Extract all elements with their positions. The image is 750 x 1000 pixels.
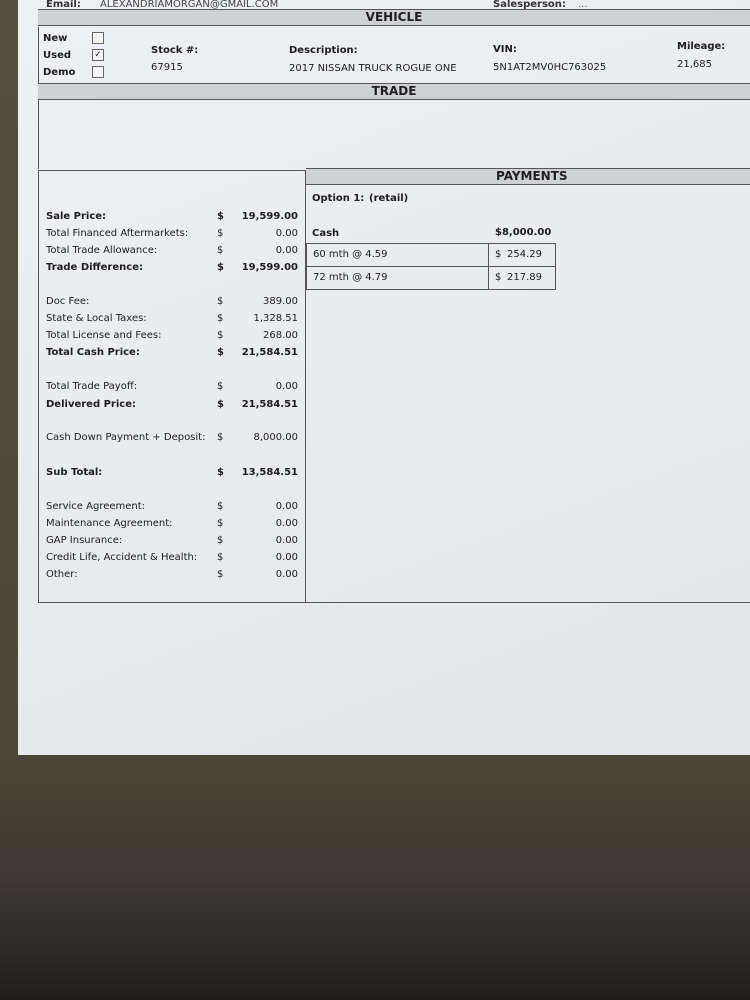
price-value: 389.00 xyxy=(263,296,298,307)
price-row xyxy=(46,501,298,515)
check-icon: ✓ xyxy=(94,50,102,60)
payment-term: 72 mth @ 4.79 xyxy=(306,266,489,290)
dollar-sign: $ xyxy=(217,552,224,563)
option-label: Option 1: xyxy=(312,193,365,204)
price-row xyxy=(46,381,298,395)
stock-label: Stock #: xyxy=(151,45,199,56)
price-value: 13,584.51 xyxy=(241,467,298,478)
dollar-sign: $ xyxy=(217,399,224,410)
column-divider xyxy=(305,170,306,602)
dollar-sign: $ xyxy=(217,262,224,273)
price-label: Credit Life, Accident & Health: xyxy=(46,552,198,563)
price-label: Service Agreement: xyxy=(46,501,146,512)
dollar-sign: $ xyxy=(217,330,224,341)
price-value: 8,000.00 xyxy=(253,432,298,443)
price-label: Other: xyxy=(46,569,78,580)
price-value: 0.00 xyxy=(275,569,298,580)
mileage-value: 21,685 xyxy=(677,59,712,70)
price-value: 0.00 xyxy=(275,501,298,512)
cash-value: $8,000.00 xyxy=(495,227,552,238)
price-row xyxy=(46,313,298,327)
price-value: 19,599.00 xyxy=(241,262,298,273)
description-label: Description: xyxy=(289,45,358,56)
payments-header: PAYMENTS xyxy=(306,168,750,185)
dollar-sign: $ xyxy=(495,249,502,260)
price-row xyxy=(46,535,298,549)
condition-demo-label: Demo xyxy=(43,67,76,78)
condition-demo-checkbox[interactable] xyxy=(92,66,104,78)
price-label: Total Financed Aftermarkets: xyxy=(46,228,189,239)
dollar-sign: $ xyxy=(217,347,224,358)
dollar-sign: $ xyxy=(217,501,224,512)
price-label: Total Trade Allowance: xyxy=(46,245,158,256)
price-label: State & Local Taxes: xyxy=(46,313,147,324)
condition-used-checkbox[interactable] xyxy=(92,49,104,61)
trade-header: TRADE xyxy=(38,83,750,100)
price-value: 1,328.51 xyxy=(253,313,298,324)
price-row xyxy=(46,569,298,583)
price-row xyxy=(46,518,298,532)
vin-label: VIN: xyxy=(493,44,517,55)
condition-used-label: Used xyxy=(43,50,72,61)
price-value: 21,584.51 xyxy=(241,399,298,410)
price-value: 19,599.00 xyxy=(241,211,298,222)
price-value: 0.00 xyxy=(275,535,298,546)
price-row xyxy=(46,262,298,276)
dollar-sign: $ xyxy=(217,467,224,478)
price-label: Trade Difference: xyxy=(46,262,143,273)
price-row xyxy=(46,245,298,259)
condition-new-checkbox[interactable] xyxy=(92,32,104,44)
price-row xyxy=(46,296,298,310)
dollar-sign: $ xyxy=(217,228,224,239)
dollar-sign: $ xyxy=(217,569,224,580)
price-label: Doc Fee: xyxy=(46,296,90,307)
dollar-sign: $ xyxy=(217,432,224,443)
price-label: Total Cash Price: xyxy=(46,347,140,358)
price-label: Sub Total: xyxy=(46,467,103,478)
price-label: Cash Down Payment + Deposit: xyxy=(46,432,206,443)
vehicle-header: VEHICLE xyxy=(38,9,750,26)
payment-amount: 217.89 xyxy=(507,272,542,283)
price-value: 21,584.51 xyxy=(241,347,298,358)
price-value: 0.00 xyxy=(275,518,298,529)
price-value: 0.00 xyxy=(275,228,298,239)
dollar-sign: $ xyxy=(217,296,224,307)
stock-value: 67915 xyxy=(151,62,183,73)
dollar-sign: $ xyxy=(217,211,224,222)
price-row xyxy=(46,228,298,242)
price-value: 0.00 xyxy=(275,245,298,256)
description-value: 2017 NISSAN TRUCK ROGUE ONE xyxy=(289,63,457,74)
salesperson-label: Salesperson: xyxy=(493,0,566,10)
salesperson-value: ... xyxy=(578,0,588,10)
email-value: ALEXANDRIAMORGAN@GMAIL.COM xyxy=(100,0,279,10)
price-value: 0.00 xyxy=(275,381,298,392)
dollar-sign: $ xyxy=(217,313,224,324)
price-value: 0.00 xyxy=(275,552,298,563)
price-label: Total Trade Payoff: xyxy=(46,381,138,392)
dollar-sign: $ xyxy=(217,518,224,529)
payment-amount: 254.29 xyxy=(507,249,542,260)
condition-new-label: New xyxy=(43,33,68,44)
price-row xyxy=(46,330,298,344)
payment-amount-cell xyxy=(488,266,556,290)
price-label: Total License and Fees: xyxy=(46,330,162,341)
payment-term: 60 mth @ 4.59 xyxy=(306,243,489,267)
price-label: GAP Insurance: xyxy=(46,535,123,546)
price-label: Sale Price: xyxy=(46,211,107,222)
price-row xyxy=(46,467,298,481)
price-row xyxy=(46,347,298,361)
dollar-sign: $ xyxy=(217,245,224,256)
cash-label: Cash xyxy=(312,228,340,239)
price-label: Maintenance Agreement: xyxy=(46,518,173,529)
price-value: 268.00 xyxy=(263,330,298,341)
dollar-sign: $ xyxy=(217,381,224,392)
price-row xyxy=(46,552,298,566)
mileage-label: Mileage: xyxy=(677,41,726,52)
price-label: Delivered Price: xyxy=(46,399,136,410)
payment-amount-cell xyxy=(488,243,556,267)
dollar-sign: $ xyxy=(495,272,502,283)
dollar-sign: $ xyxy=(217,535,224,546)
option-type: (retail) xyxy=(369,193,409,204)
vin-value: 5N1AT2MV0HC763025 xyxy=(493,62,607,73)
price-row xyxy=(46,399,298,413)
price-row xyxy=(46,211,298,225)
price-row xyxy=(46,432,298,446)
email-label: Email: xyxy=(46,0,81,10)
